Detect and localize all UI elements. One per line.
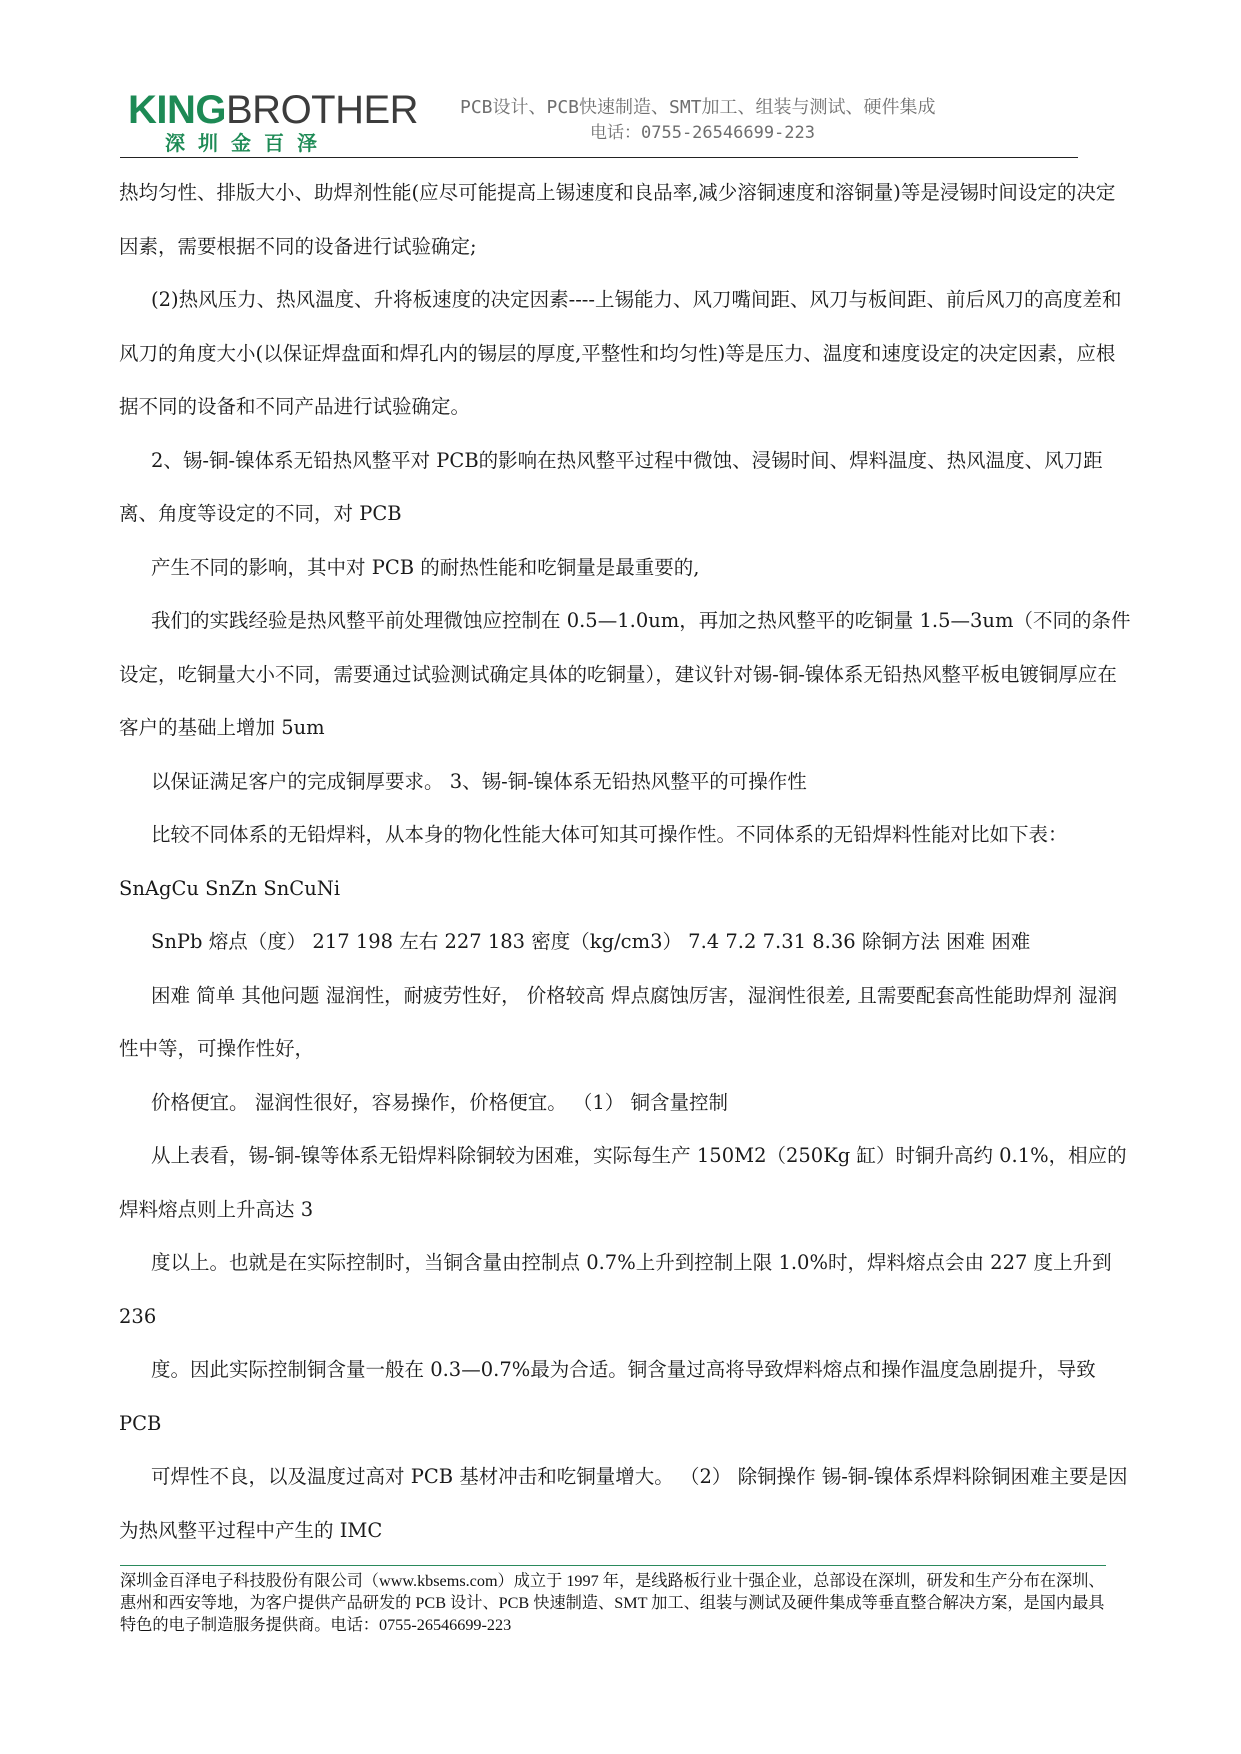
paragraph: 我们的实践经验是热风整平前处理微蚀应控制在 0.5—1.0um，再加之热风整平的吃铜量 1.5—3um（不同的条件设定，吃铜量大小不同，需要通过试验测试确定具体的吃铜量），建议针对锡-铜-镍体系无铅热风整平板电镀铜厚应在客户的基础上增加 5um	[119, 609, 1131, 739]
paragraph: 度以上。也就是在实际控制时，当铜含量由控制点 0.7%上升到控制上限 1.0%时，焊料熔点会由 227 度上升到 236	[119, 1251, 1112, 1328]
paragraph: 以保证满足客户的完成铜厚要求。 3、锡-铜-镍体系无铅热风整平的可操作性	[151, 769, 807, 793]
paragraph: 热均匀性、排版大小、助焊剂性能(应尽可能提高上锡速度和良品率,减少溶铜速度和溶铜量)等是浸锡时间设定的决定因素，需要根据不同的设备进行试验确定;	[119, 181, 1116, 258]
logo-text-king: KING	[128, 88, 226, 132]
paragraph: 从上表看，锡-铜-镍等体系无铅焊料除铜较为困难，实际每生产 150M2（250Kg 缸）时铜升高约 0.1%，相应的焊料熔点则上升高达 3	[119, 1144, 1127, 1221]
logo-subtitle: 深圳金百泽	[165, 131, 330, 155]
header-phone: 电话：0755-26546699-223	[590, 123, 815, 143]
paragraph: 产生不同的影响，其中对 PCB 的耐热性能和吃铜量是最重要的,	[151, 555, 700, 579]
paragraph: 可焊性不良，以及温度过高对 PCB 基材冲击和吃铜量增大。 （2） 除铜操作 锡-铜-镍体系焊料除铜困难主要是因为热风整平过程中产生的 IMC	[119, 1465, 1128, 1542]
paragraph: (2)热风压力、热风温度、升将板速度的决定因素----上锡能力、风刀嘴间距、风刀与板间距、前后风刀的高度差和风刀的角度大小(以保证焊盘面和焊孔内的锡层的厚度,平整性和均匀性)等是压力、温度和速度设定的决定因素，应根据不同的设备和不同产品进行试验确定。	[119, 288, 1122, 418]
footer-divider	[120, 1565, 1106, 1566]
logo-text-brother: BROTHER	[226, 88, 419, 132]
paragraph: 困难 简单 其他问题 湿润性，耐疲劳性好， 价格较高 焊点腐蚀厉害，湿润性很差, 且需要配套高性能助焊剂 湿润性中等，可操作性好，	[119, 983, 1118, 1060]
paragraph: SnPb 熔点（度） 217 198 左右 227 183 密度（kg/cm3） 7.4 7.2 7.31 8.36 除铜方法 困难 困难	[151, 930, 1031, 953]
footer-company-info: 深圳金百泽电子科技股份有限公司（www.kbsems.com）成立于 1997 年，是线路板行业十强企业，总部设在深圳，研发和生产分布在深圳、惠州和西安等地，为客户提供产品研发的 PCB 设计、PCB 快速制造、SMT 加工、组装与测试及硬件集成等垂直整合解决方案，是国内最具特色的电子制造服务提供商。电话：0755-26546699-223	[120, 1572, 1105, 1634]
page-header	[0, 0, 1241, 160]
paragraph: 价格便宜。 湿润性很好，容易操作，价格便宜。 （1） 铜含量控制	[151, 1090, 729, 1114]
header-divider	[120, 157, 1078, 158]
paragraph: 2、锡-铜-镍体系无铅热风整平对 PCB的影响在热风整平过程中微蚀、浸锡时间、焊料温度、热风温度、风刀距离、角度等设定的不同，对 PCB	[119, 448, 1103, 525]
paragraph: 度。因此实际控制铜含量一般在 0.3—0.7%最为合适。铜含量过高将导致焊料熔点和操作温度急剧提升，导致 PCB	[119, 1358, 1096, 1435]
company-logo	[128, 88, 418, 132]
header-tagline: PCB设计、PCB快速制造、SMT加工、组装与测试、硬件集成	[460, 97, 936, 118]
paragraph: 比较不同体系的无铅焊料，从本身的物化性能大体可知其可操作性。不同体系的无铅焊料性能对比如下表： SnAgCu SnZn SnCuNi	[119, 823, 1068, 900]
document-body	[119, 166, 1134, 1557]
